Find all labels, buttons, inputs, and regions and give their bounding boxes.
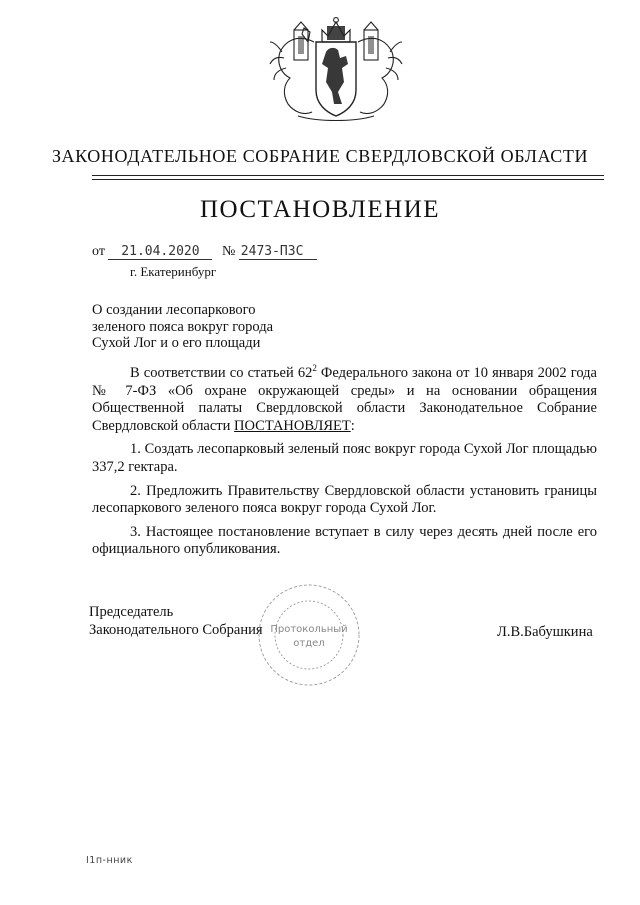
resolution-item: 2. Предложить Правительству Свердловской области установить границы лесопаркового зеленого пояса вокруг города Сухой Лог.: [92, 482, 597, 517]
document-date: 21.04.2020: [108, 244, 212, 260]
coat-of-arms-icon: [268, 12, 404, 124]
article-superscript: 2: [312, 363, 317, 374]
intro-text-a: В соответствии со статьей 62: [130, 365, 313, 381]
intro-colon: :: [350, 417, 355, 434]
stamp-line2: отдел: [293, 638, 325, 649]
resolution-item: 1. Создать лесопарковый зеленый пояс вокруг города Сухой Лог площадью 337,2 гектара.: [92, 441, 597, 475]
footer-code: Ι1п-нник: [86, 855, 133, 866]
signer-position-line: Законодательного Собрания: [89, 621, 263, 638]
document-number: 2473-ПЗС: [239, 244, 317, 260]
organization-name: ЗАКОНОДАТЕЛЬНОЕ СОБРАНИЕ СВЕРДЛОВСКОЙ ОБЛАСТИ: [51, 146, 589, 166]
subject-line: зеленого пояса вокруг города: [92, 318, 274, 335]
subject-line: Сухой Лог и о его площади: [92, 335, 261, 351]
document-title: ПОСТАНОВЛЕНИЕ: [199, 196, 441, 223]
signer-position: [89, 604, 263, 639]
signer-position-line: Председатель: [89, 604, 174, 620]
document-body: [92, 365, 597, 565]
resolution-keyword: ПОСТАНОВЛЯЕТ: [234, 417, 351, 434]
header-divider-thin: [92, 179, 604, 180]
office-stamp: [254, 580, 364, 690]
intro-paragraph: [92, 365, 597, 435]
resolution-item: 3. Настоящее постановление вступает в силу через десять дней после его официального опубликования.: [92, 523, 597, 558]
date-number-line: [92, 244, 317, 260]
stamp-line1: Протокольный: [270, 624, 348, 635]
date-prefix: от: [92, 244, 105, 259]
document-city: г. Екатеринбург: [130, 264, 217, 279]
document-subject: [92, 302, 273, 352]
number-label: №: [221, 244, 236, 259]
intro-text-b: Федерального закона от 10 января 2002 года № 7-ФЗ «Об охране окружающей среды» и на основании обращения Общественной палаты Свердловской области Законодательное Собрание Свердловской области: [92, 365, 597, 434]
subject-line: О создании лесопаркового: [92, 302, 256, 318]
signer-name: Л.В.Бабушкина: [497, 624, 593, 640]
header-divider: [92, 175, 604, 176]
